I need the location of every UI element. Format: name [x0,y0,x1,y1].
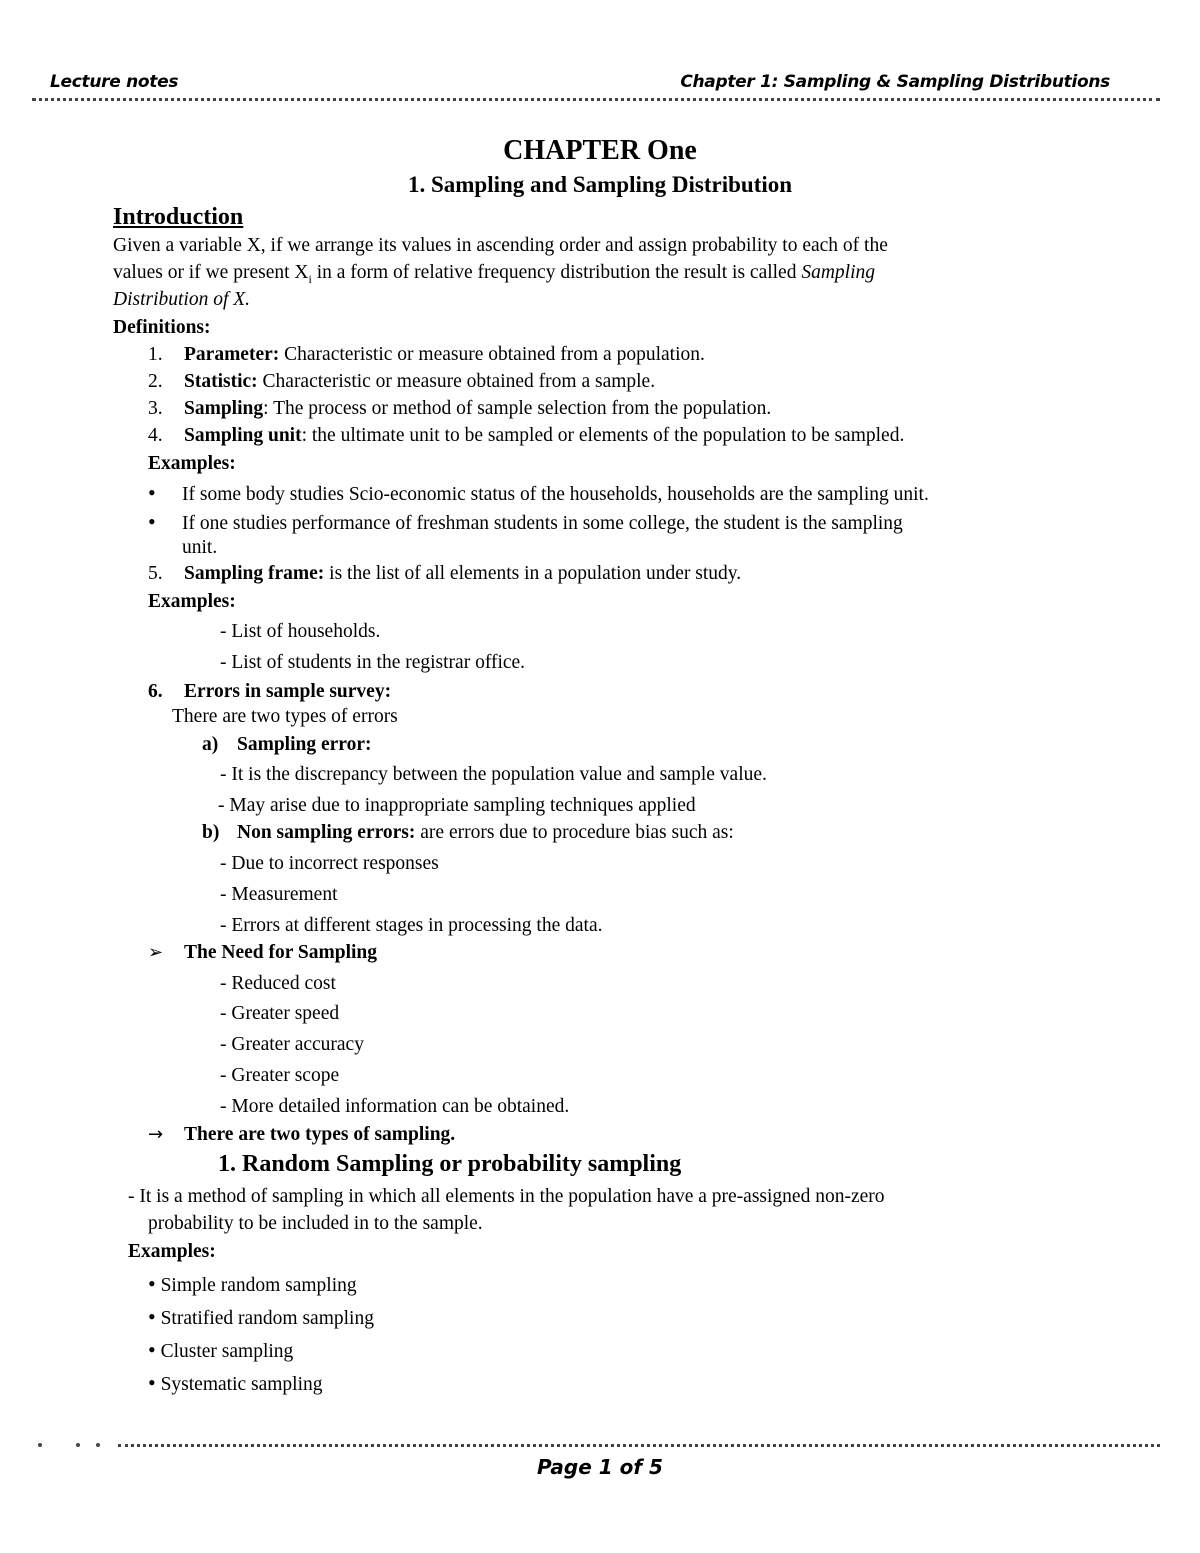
errors-heading: 6. Errors in sample survey: [148,681,392,702]
page-number: Page 1 of 5 [537,1455,663,1479]
need-item: - Greater accuracy [220,1034,364,1055]
header-divider [32,98,1160,101]
footer-dot [38,1443,42,1447]
definitions-heading: Definitions: [113,317,211,338]
random-sampling-line-2: probability to be included in to the sample. [148,1213,483,1234]
sampling-error-heading: a) Sampling error: [202,734,372,755]
definition-item: 1. Parameter: Characteristic or measure obtained from a population. [148,344,705,365]
need-item: - More detailed information can be obtained. [220,1096,570,1117]
non-sampling-error-item: - Measurement [220,884,338,905]
example-dash-item: - List of households. [220,621,381,642]
definition-item: 4. Sampling unit: the ultimate unit to be sampled or elements of the population to be sampled. [148,425,905,446]
header-right: Chapter 1: Sampling & Sampling Distributions [680,72,1110,92]
need-item: - Reduced cost [220,973,336,994]
non-sampling-error-item: - Due to incorrect responses [220,853,439,874]
non-sampling-error-item: - Errors at different stages in processing the data. [220,915,603,936]
random-example-item: • Cluster sampling [148,1337,294,1362]
examples-heading: Examples: [148,453,236,474]
header-left: Lecture notes [50,72,179,92]
types-line: → There are two types of sampling. [148,1124,456,1145]
chapter-title: CHAPTER One [503,135,697,166]
need-heading: ➢ The Need for Sampling [148,942,378,963]
arrow-marker-icon: ➢ [148,942,164,963]
non-sampling-error-heading: b) Non sampling errors: are errors due to procedure bias such as: [202,822,734,843]
intro-line-3: Distribution of X. [113,289,251,310]
random-examples-heading: Examples: [128,1241,216,1262]
example-item-continued: unit. [182,537,218,558]
need-item: - Greater scope [220,1065,340,1086]
chapter-subtitle: 1. Sampling and Sampling Distribution [407,172,793,197]
examples-heading-2: Examples: [148,591,236,612]
random-sampling-heading: 1. Random Sampling or probability sampling [218,1151,682,1177]
intro-line-1: Given a variable X, if we arrange its values in ascending order and assign probability to each of the [113,235,888,256]
errors-intro: There are two types of errors [172,706,398,727]
footer-dot [76,1443,80,1447]
sampling-error-item: - May arise due to inappropriate sampling techniques applied [218,795,696,816]
random-example-item: • Systematic sampling [148,1370,323,1395]
sampling-error-item: - It is the discrepancy between the population value and sample value. [220,764,767,785]
example-item: • If one studies performance of freshman students in some college, the student is the sampling [148,511,903,534]
definition-item: 2. Statistic: Characteristic or measure obtained from a sample. [148,371,656,392]
definition-item: 3. Sampling: The process or method of sample selection from the population. [148,398,772,419]
random-example-item: • Simple random sampling [148,1271,357,1296]
definition-item-5: 5. Sampling frame: is the list of all elements in a population under study. [148,563,742,584]
random-example-item: • Stratified random sampling [148,1304,374,1329]
example-dash-item: - List of students in the registrar office. [220,652,526,673]
intro-heading: Introduction [113,204,244,230]
right-arrow-icon: → [148,1124,164,1145]
footer-divider [118,1444,1160,1447]
example-item: • If some body studies Scio-economic status of the households, households are the sampling unit. [148,482,929,505]
random-sampling-line-1: - It is a method of sampling in which all elements in the population have a pre-assigned non-zero [128,1186,885,1207]
need-item: - Greater speed [220,1003,340,1024]
intro-line-2: values or if we present $X_i$ in a form of relative frequency distribution the result is called Sampling [113,262,876,286]
footer-dot [96,1443,100,1447]
